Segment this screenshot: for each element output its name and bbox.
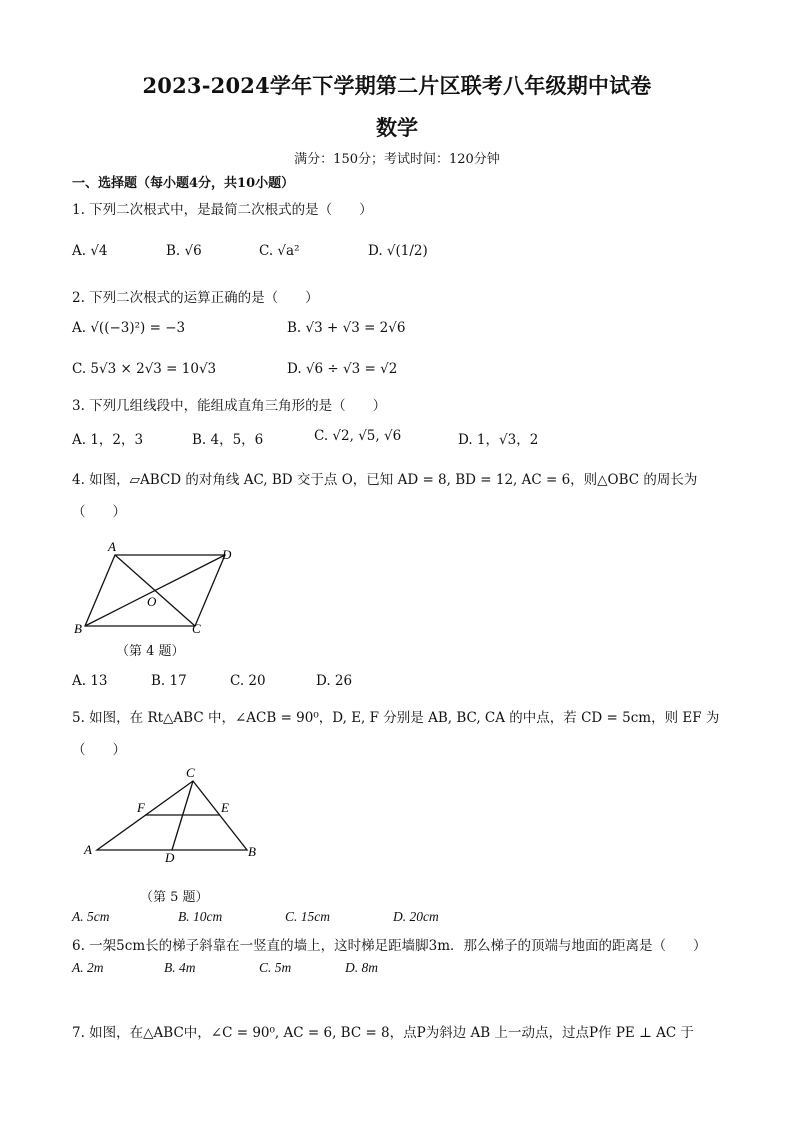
q4-stem: 4. 如图，▱ABCD 的对角线 AC, BD 交于点 O，已知 AD = 8, BD = 12, AC = 6，则△OBC 的周长为 xyxy=(72,472,698,488)
q3-option-c: C. √2, √5, √6 xyxy=(314,428,402,444)
q5-caption: （第 5 题） xyxy=(140,890,209,905)
label-d: D xyxy=(222,547,232,562)
q5-option-a: A. 5cm xyxy=(72,909,110,924)
q4-option-a: A. 13 xyxy=(72,673,108,689)
q2-option-a: A. √((−3)²) = −3 xyxy=(72,320,186,336)
label-b: B xyxy=(248,844,256,859)
q6-option-c: C. 5m xyxy=(259,960,292,975)
q1-option-a: A. √4 xyxy=(72,243,108,259)
q4-paren: （ ） xyxy=(72,504,126,520)
q6-option-a: A. 2m xyxy=(72,960,104,975)
q4-option-c: C. 20 xyxy=(230,673,266,689)
label-d: D xyxy=(165,850,175,865)
q2-option-d: D. √6 ÷ √3 = √2 xyxy=(287,361,398,377)
q3-option-a: A. 1，2，3 xyxy=(72,432,144,448)
q3-stem: 3. 下列几组线段中，能组成直角三角形的是（ ） xyxy=(72,398,387,414)
label-a: A xyxy=(108,540,116,554)
q2-option-c: C. 5√3 × 2√3 = 10√3 xyxy=(72,361,217,377)
q4-caption: （第 4 题） xyxy=(116,644,185,659)
q3-option-d: D. 1，√3，2 xyxy=(458,432,539,448)
q5-option-b: B. 10cm xyxy=(178,909,223,924)
exam-meta: 满分：150分；考试时间：120分钟 xyxy=(294,152,500,167)
diagonal-bd xyxy=(85,555,225,626)
label-c: C xyxy=(192,621,201,636)
q5-stem: 5. 如图，在 Rt△ABC 中，∠ACB = 90⁰，D, E, F 分别是 AB, BC, CA 的中点，若 CD = 5cm，则 EF 为 xyxy=(72,710,720,726)
label-e: E xyxy=(221,800,229,815)
q1-option-d: D. √(1/2) xyxy=(368,243,428,259)
q5-option-d: D. 20cm xyxy=(393,909,439,924)
subject-title: 数学 xyxy=(376,115,418,140)
q7-stem: 7. 如图，在△ABC中，∠C = 90⁰, AC = 6, BC = 8，点P为斜边 AB 上一动点，过点P作 PE ⊥ AC 于 xyxy=(72,1025,694,1041)
q5-triangle-figure xyxy=(80,762,270,866)
label-f: F xyxy=(137,800,145,815)
q2-option-b: B. √3 + √3 = 2√6 xyxy=(287,320,406,336)
q4-parallelogram-figure xyxy=(70,540,250,640)
q4-option-d: D. 26 xyxy=(316,673,353,689)
label-o: O xyxy=(147,594,157,609)
q1-option-b: B. √6 xyxy=(166,243,202,259)
section-title: 一、选择题（每小题4分，共10小题） xyxy=(72,176,295,191)
label-b: B xyxy=(74,621,82,636)
q4-option-b: B. 17 xyxy=(151,673,187,689)
q1-stem: 1. 下列二次根式中，是最简二次根式的是（ ） xyxy=(72,202,373,218)
q3-option-b: B. 4，5，6 xyxy=(192,432,264,448)
q2-stem: 2. 下列二次根式的运算正确的是（ ） xyxy=(72,290,319,306)
exam-title: 2023-2024学年下学期第二片区联考八年级期中试卷 xyxy=(142,73,652,98)
q1-option-c: C. √a² xyxy=(259,243,300,259)
q5-option-c: C. 15cm xyxy=(285,909,330,924)
label-c: C xyxy=(186,765,195,780)
q6-stem: 6. 一架5cm长的梯子斜靠在一竖直的墙上，这时梯足距墙脚3m．那么梯子的顶端与地面的距离是（ ） xyxy=(72,938,707,954)
q6-option-b: B. 4m xyxy=(164,960,196,975)
q5-paren: （ ） xyxy=(72,742,126,758)
label-a: A xyxy=(84,842,92,857)
q6-option-d: D. 8m xyxy=(345,960,378,975)
